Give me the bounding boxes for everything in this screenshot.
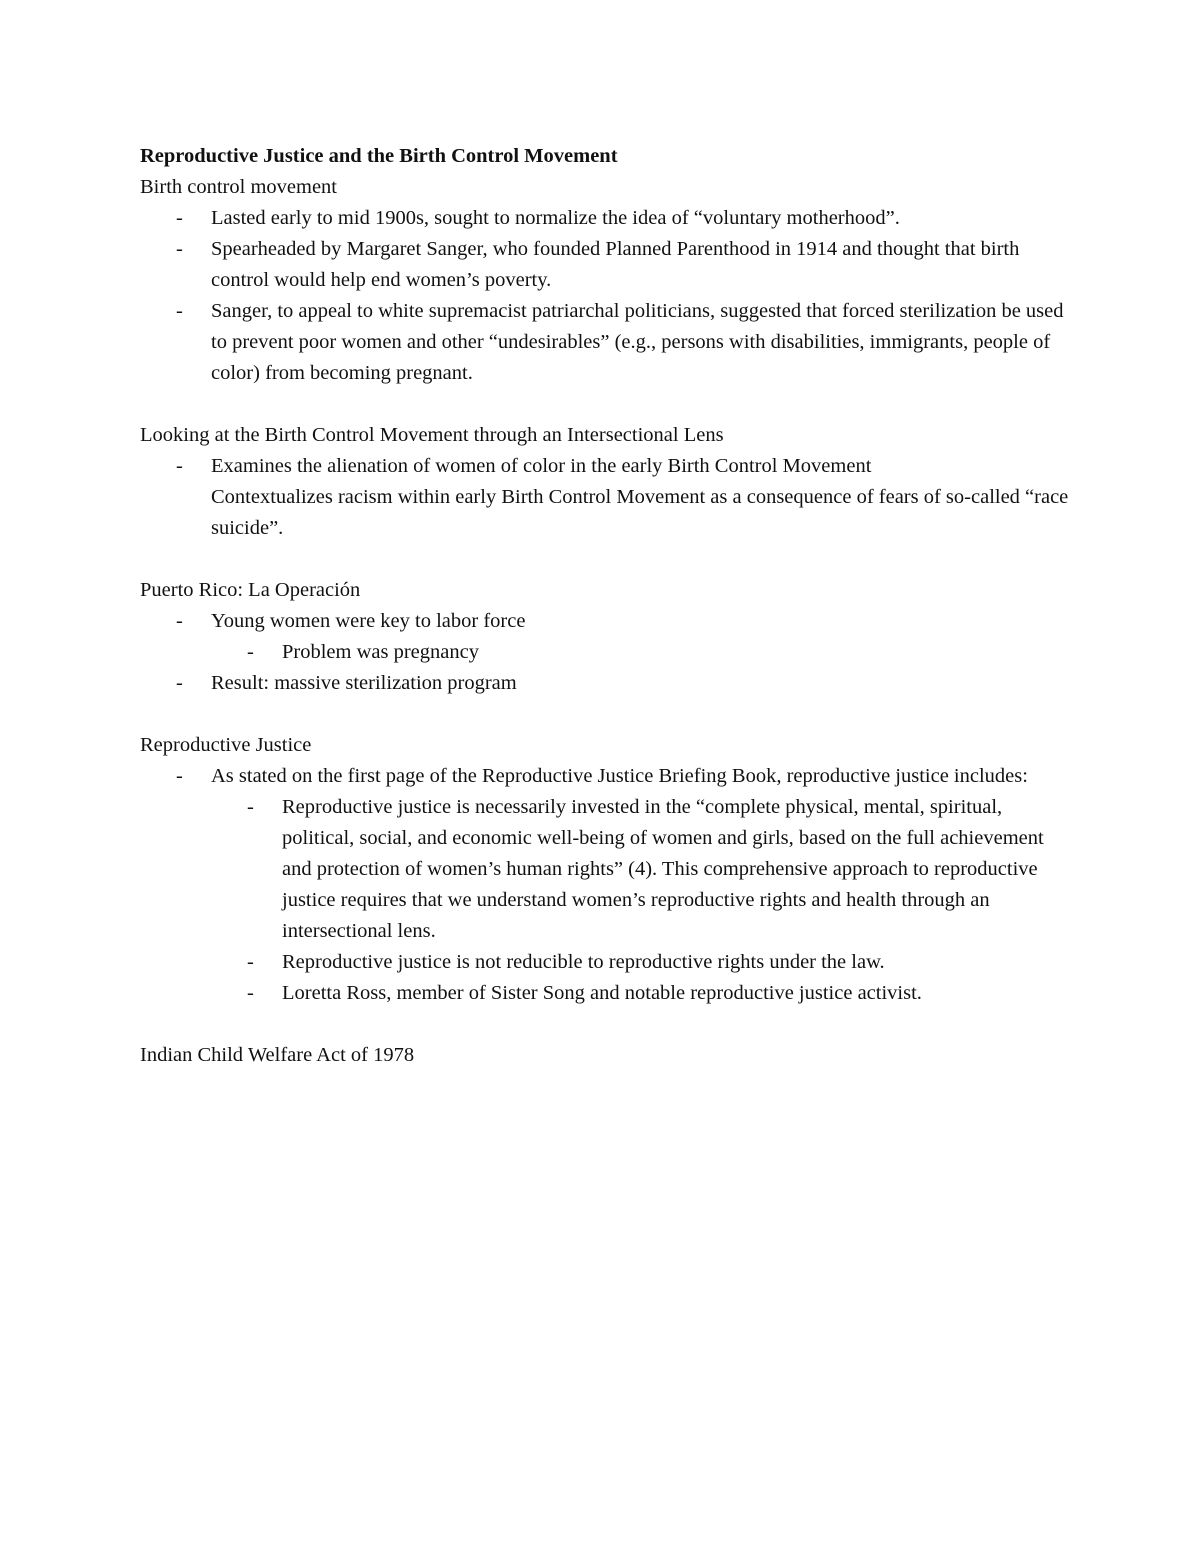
- document-body: [140, 141, 1075, 1071]
- list-item: [140, 203, 1075, 234]
- bullet-dash: -: [247, 641, 254, 663]
- blank-line: [140, 544, 1075, 575]
- bullet-dash: -: [247, 796, 254, 818]
- puerto-rico-sublist: [211, 637, 1075, 668]
- list-item: [140, 606, 1075, 668]
- list-item-text: Spearheaded by Margaret Sanger, who founded Planned Parenthood in 1914 and thought that birth control would help end women’s poverty.: [211, 238, 1020, 291]
- section-heading-reproductive-justice: Reproductive Justice: [140, 734, 312, 756]
- reproductive-justice-sublist: [211, 792, 1075, 1009]
- bullet-dash: -: [176, 610, 183, 632]
- sub-list-item-text: Reproductive justice is not reducible to reproductive rights under the law.: [282, 951, 885, 973]
- sub-list-item: [211, 637, 1075, 668]
- bullet-dash: -: [176, 300, 183, 322]
- section-heading-puerto-rico: Puerto Rico: La Operación: [140, 579, 361, 601]
- bullet-dash: -: [176, 238, 183, 260]
- sub-list-item: [211, 947, 1075, 978]
- sub-list-item-text: Problem was pregnancy: [282, 641, 479, 663]
- list-item-text: Sanger, to appeal to white supremacist patriarchal politicians, suggested that forced sterilization be used to prevent poor women and other “undesirables” (e.g., persons with disabilities, immigrants, people of color) from becoming pregnant.: [211, 300, 1064, 384]
- list-item: [140, 668, 1075, 699]
- bullet-dash: -: [247, 982, 254, 1004]
- list-item-text: As stated on the first page of the Reproductive Justice Briefing Book, reproductive justice includes:: [211, 765, 1028, 787]
- bullet-dash: -: [176, 455, 183, 477]
- reproductive-justice-list: [140, 761, 1075, 1009]
- birth-control-list: [140, 203, 1075, 389]
- list-item: [140, 761, 1075, 1009]
- sub-list-item-text: Loretta Ross, member of Sister Song and notable reproductive justice activist.: [282, 982, 922, 1004]
- blank-line: [140, 389, 1075, 420]
- bullet-dash: -: [176, 765, 183, 787]
- list-item-text-continued: Contextualizes racism within early Birth Control Movement as a consequence of fears of so-called “race suicide”.: [211, 486, 1069, 539]
- bullet-dash: -: [247, 951, 254, 973]
- section-heading-birth-control: Birth control movement: [140, 176, 337, 198]
- intersectional-list: [140, 451, 1075, 544]
- sub-list-item: [211, 978, 1075, 1009]
- section-heading-intersectional: Looking at the Birth Control Movement through an Intersectional Lens: [140, 424, 724, 446]
- section-heading-icwa: Indian Child Welfare Act of 1978: [140, 1044, 415, 1066]
- list-item-text: Examines the alienation of women of color in the early Birth Control Movement: [211, 455, 872, 477]
- bullet-dash: -: [176, 672, 183, 694]
- blank-line: [140, 1009, 1075, 1040]
- list-item: [140, 296, 1075, 389]
- list-item-text: Young women were key to labor force: [211, 610, 526, 632]
- sub-list-item-text: Reproductive justice is necessarily invested in the “complete physical, mental, spiritual, political, social, and economic well-being of women and girls, based on the full achievement and protection of women’s human rights” (4). This comprehensive approach to reproductive justice requires that we understand women’s reproductive rights and health through an intersectional lens.: [282, 796, 1044, 942]
- puerto-rico-list: [140, 606, 1075, 699]
- list-item: [140, 234, 1075, 296]
- bullet-dash: -: [176, 207, 183, 229]
- list-item-text: Lasted early to mid 1900s, sought to normalize the idea of “voluntary motherhood”.: [211, 207, 900, 229]
- list-item: [140, 451, 1075, 544]
- blank-line: [140, 699, 1075, 730]
- list-item-text: Result: massive sterilization program: [211, 672, 517, 694]
- document-title: Reproductive Justice and the Birth Control Movement: [140, 145, 618, 167]
- sub-list-item: [211, 792, 1075, 947]
